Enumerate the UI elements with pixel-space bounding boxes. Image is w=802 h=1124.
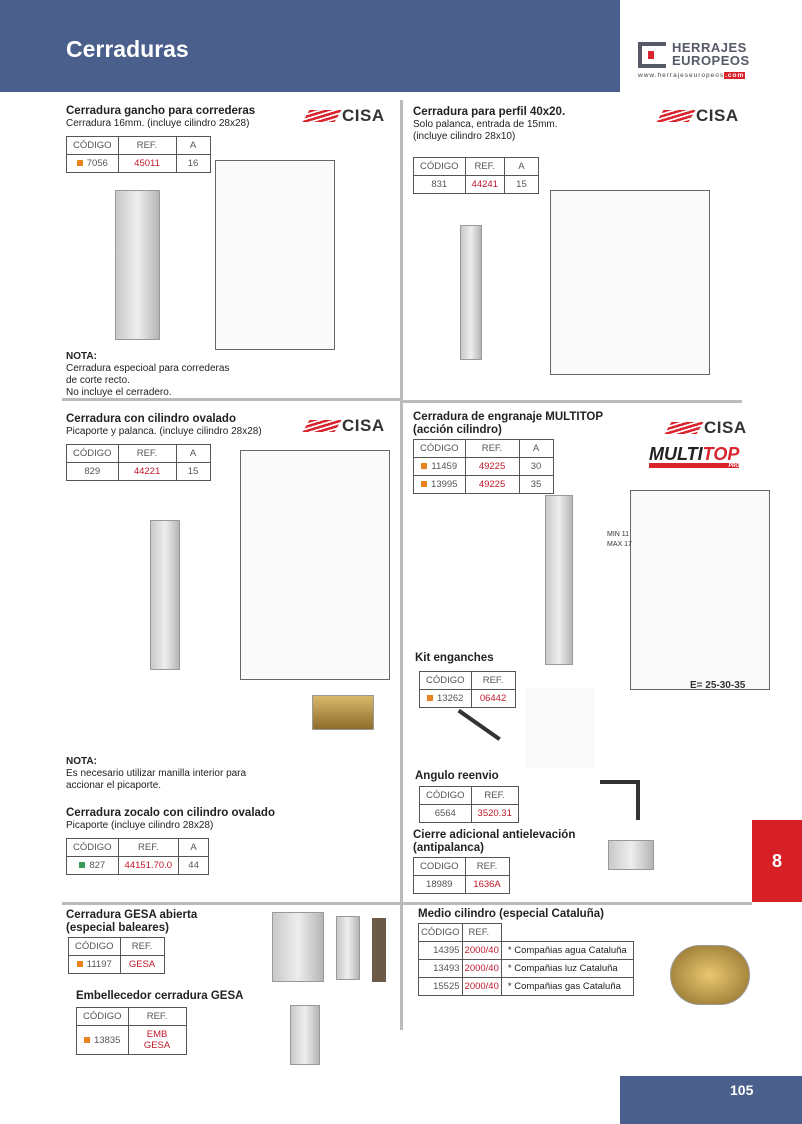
table-row [67,839,209,857]
product-embellecedor [76,990,243,1055]
table-cell: 13493 [419,960,463,978]
cisa-logo: CISA [306,106,385,126]
table-row [67,463,211,481]
table-cell: 15 [504,176,538,194]
text: Kit enganches [415,652,494,664]
table-cell: CÓDIGO [67,839,119,857]
technical-drawing [240,450,390,680]
text: Medio cilindro (especial Cataluña) [418,908,604,920]
table-row [67,155,211,173]
product-table [413,857,510,894]
text: www.herrajeseuropeos [638,72,725,79]
text: (antipalanca) [413,842,484,854]
table-row [69,938,165,956]
table-row [414,876,510,894]
product-medio-cilindro [418,908,634,996]
cisa-logo: CISA [668,418,747,438]
table-row [419,960,634,978]
table-cell: REF. [128,1008,186,1026]
column-divider [400,100,403,1030]
table-row [67,445,211,463]
table-cell: 15 [176,463,210,481]
table-row [414,476,554,494]
nota [66,350,229,399]
text: 7056 [86,158,108,169]
product-image [600,780,640,820]
nota [66,755,246,792]
product-title: Cerradura gancho para correderas [66,105,256,117]
technical-drawing [550,190,710,375]
product-zocalo [66,807,275,875]
table-row [67,857,209,875]
cylinder-image [670,945,750,1005]
table-cell: A [176,445,210,463]
table-cell: 44221 [118,463,176,481]
header-codigo: CÓDIGO [67,137,119,155]
product-image [115,190,160,340]
product-image [272,912,324,982]
table-row [420,672,516,690]
table-row [77,1008,187,1026]
text: Cerradura de engranaje MULTITOP [413,411,604,423]
table-cell: REF. [471,787,518,805]
text [84,1037,90,1043]
table-row [419,978,634,996]
text: MIN 11 [607,531,630,538]
text: MULTI [649,444,703,464]
product-kit-enganches [415,652,516,708]
text: accionar el picaporte. [66,780,162,791]
brand-name-2: EUROPEOS [672,53,750,68]
table-row [420,690,516,708]
text: Cerradura para perfil 40x20. [413,106,566,118]
product-table [413,157,539,194]
technical-drawing [607,490,770,690]
status-square-icon [79,862,85,868]
text [427,695,433,701]
table-cell: 44241 [465,176,504,194]
table-cell: 6564 [420,805,472,823]
table-cell: 3520.31 [471,805,518,823]
table-cell [414,476,466,494]
table-cell: 49225 [465,458,519,476]
text: (especial baleares) [66,922,169,934]
brand-logo [638,40,758,82]
text: Picaporte y palanca. (incluye cilindro 28x28) [66,426,262,437]
table-cell: CÓDIGO [77,1008,129,1026]
text: Cierre adicional antielevación [413,829,576,841]
text: No incluye el cerradero. [66,387,172,398]
table-cell: CÓDIGO [420,787,472,805]
text: 13262 [437,693,464,704]
product-perfil [413,106,565,194]
product-cilindro-ovalado [66,413,262,481]
table-cell: REF. [118,445,176,463]
table-row [414,440,554,458]
table-cell: CÓDIGO [414,158,466,176]
text [421,481,427,487]
table-cell: 2000/40 [462,942,501,960]
table-cell [77,1026,129,1055]
product-antipalanca [413,829,575,894]
status-square-icon [77,160,83,166]
text: Cerradura zocalo con cilindro ovalado [66,807,275,819]
text: (incluye cilindro 28x10) [413,131,516,142]
table-row [414,158,539,176]
table-cell: EMB GESA [128,1026,186,1055]
table-cell: * Compañias agua Cataluña [501,942,633,960]
section-tab: 8 [752,820,802,902]
cisa-logo: CISA [306,416,385,436]
text: Solo palanca, entrada de 15mm. [413,119,558,130]
table-row [414,858,510,876]
text: Embellecedor cerradura GESA [76,990,244,1002]
product-image [439,709,501,767]
table-cell: * Compañias luz Cataluña [501,960,633,978]
multitop-logo: MULTITOP PRO [649,444,740,469]
table-cell: CÓDIGO [414,440,466,458]
product-image [608,840,654,870]
logo-mark-icon [638,42,666,68]
text [77,961,83,967]
page-header [0,0,620,92]
header-ref: REF. [118,137,176,155]
table-cell: A [179,839,209,857]
page-title: Cerraduras [66,36,189,62]
table-row [419,924,634,942]
table-cell: REF. [465,158,504,176]
product-image [150,520,180,670]
product-table [413,439,554,494]
text: (acción cilindro) [413,424,502,436]
product-image [290,1005,320,1065]
table-cell: REF. [120,938,164,956]
divider [402,400,742,403]
table-cell: GESA [120,956,164,974]
table-cell: 44 [179,857,209,875]
table-cell: 16 [176,155,210,173]
table-row [419,942,634,960]
product-table [419,671,516,708]
table-cell [67,857,119,875]
table-cell: CODIGO [414,858,466,876]
table-cell: CÓDIGO [67,445,119,463]
text: 11459 [431,461,458,472]
table-cell [69,956,121,974]
table-row [77,1026,187,1055]
table-cell: 2000/40 [462,978,501,996]
product-subtitle: Cerradura 16mm. (incluye cilindro 28x28) [66,118,250,129]
brand-url: www.herrajeseuropeos.com [638,72,745,79]
table-cell: REF. [465,440,519,458]
table-cell: 2000/40 [462,960,501,978]
table-cell: CÓDIGO [420,672,472,690]
text: 827 [89,860,106,871]
table-row [420,787,519,805]
table-cell: A [519,440,553,458]
table-cell: A [504,158,538,176]
key-image [372,918,386,982]
table-cell: 35 [519,476,553,494]
table-row [414,458,554,476]
text: NOTA: [66,756,97,767]
table-row [414,176,539,194]
table-cell: * Compañias gas Cataluña [501,978,633,996]
table-cell: 49225 [465,476,519,494]
technical-drawing [525,688,595,768]
text: Cerradura con cilindro ovalado [66,413,236,425]
text: 13995 [431,479,458,490]
text: 11197 [86,959,112,970]
product-table [66,136,211,173]
product-angulo [415,770,519,823]
table-cell: 831 [414,176,466,194]
brand-name: HERRAJES [672,40,747,55]
table-cell: 18989 [414,876,466,894]
table-row [67,137,211,155]
product-table [76,1007,187,1055]
table-cell [420,690,472,708]
table-cell: 45011 [118,155,176,173]
table-cell [501,924,633,942]
table-cell: REF. [462,924,501,942]
text: Es necesario utilizar manilla interior para [66,768,247,779]
table-cell: 30 [519,458,553,476]
product-multitop [413,411,603,494]
cylinder-image [312,695,374,730]
product-table [419,786,519,823]
text [421,463,427,469]
table-row [420,805,519,823]
product-image [460,225,482,360]
dimension-label: E= 25-30-35 [690,680,746,691]
technical-drawing [215,160,335,350]
table-cell: CÓDIGO [419,924,463,942]
product-table [418,923,634,996]
product-image [336,916,360,980]
text: NOTA: [66,351,97,362]
text: Picaporte (incluye cilindro 28x28) [66,820,214,831]
table-cell: REF. [465,858,509,876]
text: de corte recto. [66,375,130,386]
product-image [545,495,573,665]
table-cell [67,155,119,173]
cisa-logo: CISA [660,106,739,126]
table-cell: 14395 [419,942,463,960]
text: Cerradura GESA abierta [66,909,198,921]
table-cell: 1636A [465,876,509,894]
table-cell: REF. [471,672,515,690]
table-cell: CÓDIGO [69,938,121,956]
table-cell [414,458,466,476]
product-table [66,838,209,875]
text: Cerradura especioal para correderas [66,363,230,374]
header-a: A [176,137,210,155]
table-cell: 15525 [419,978,463,996]
text: Angulo reenvio [415,770,499,782]
divider [62,902,752,905]
product-gesa [66,909,197,974]
table-cell: 829 [67,463,119,481]
table-row [69,956,165,974]
product-table [68,937,165,974]
table-cell: 44151.70.0 [118,857,179,875]
text: MAX 17 [607,541,632,548]
table-cell: REF. [118,839,179,857]
table-cell: 06442 [471,690,515,708]
text: 13835 [94,1034,121,1046]
page-number: 105 [620,1076,802,1124]
product-table [66,444,211,481]
